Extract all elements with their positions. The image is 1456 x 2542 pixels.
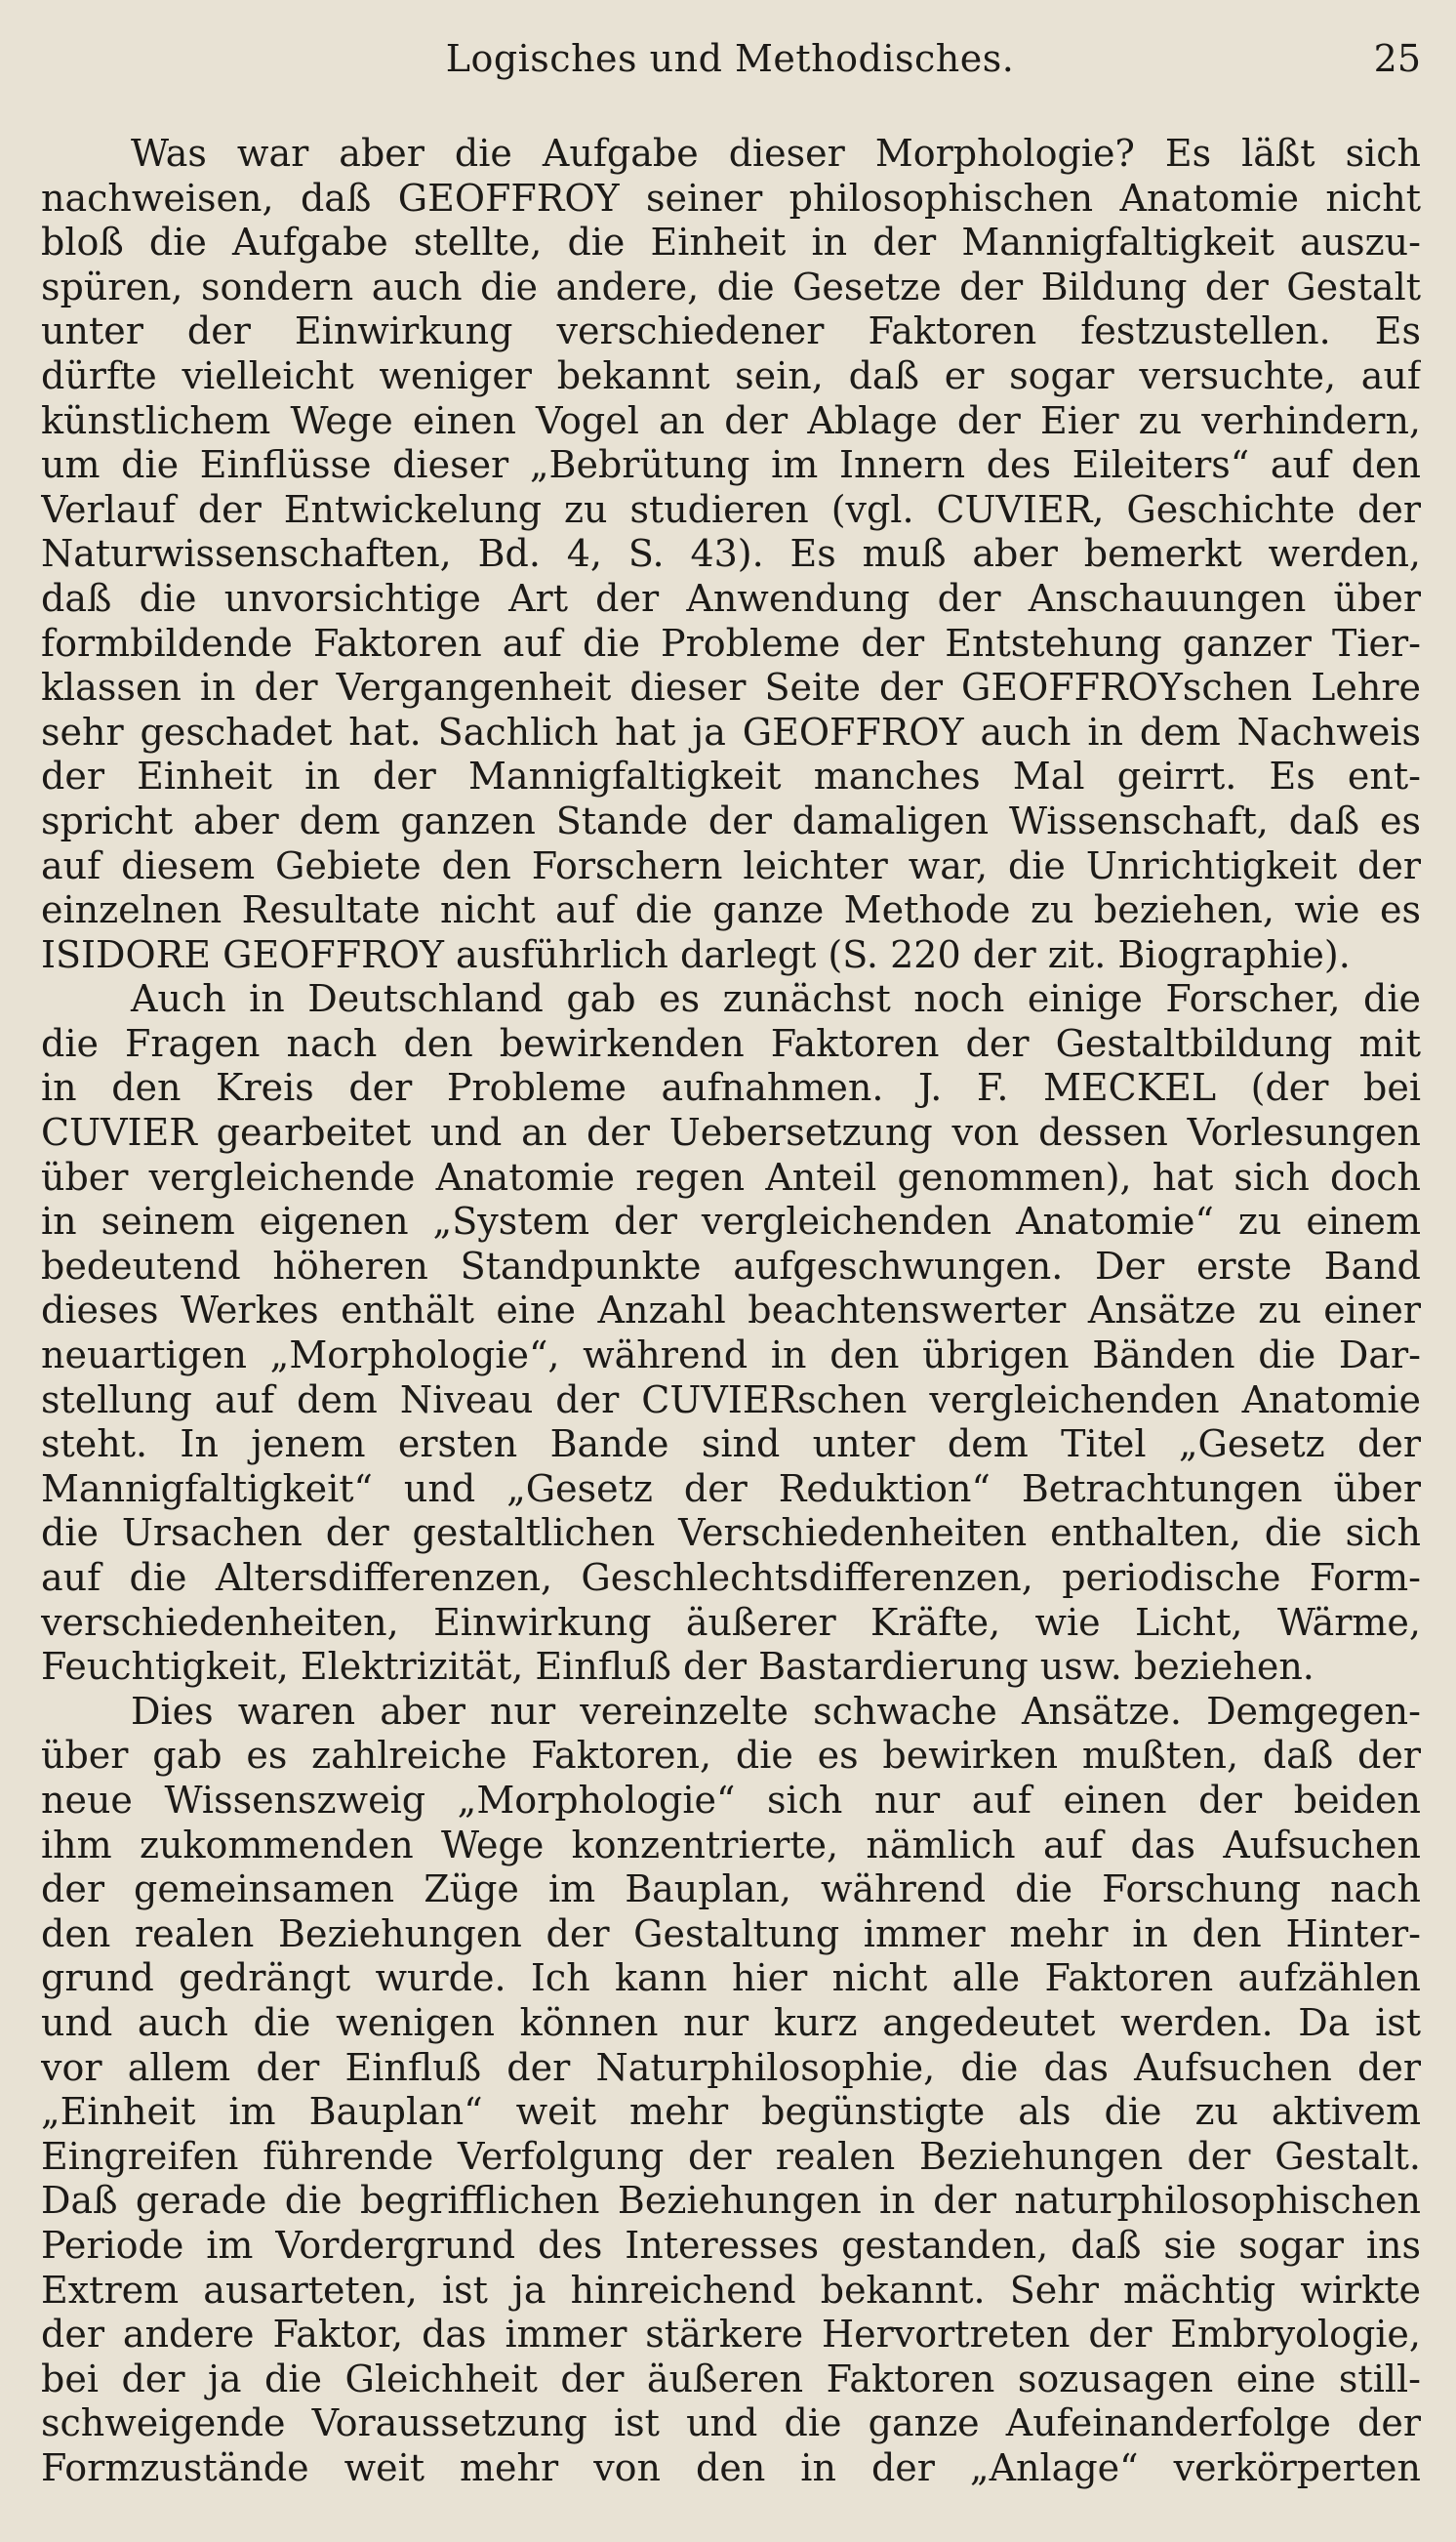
text-line: dieses Werkes enthält eine Anzahl beachtenswerter Ansätze zu einer bbox=[41, 1289, 1421, 1332]
text-line: ISIDORE GEOFFROY ausführlich darlegt (S. 220 der zit. Biographie). bbox=[41, 932, 1351, 976]
text-line: sehr geschadet hat. Sachlich hat ja GEOFFROY auch in dem Nachweis bbox=[41, 710, 1421, 754]
text-line: stellung auf dem Niveau der CUVIERschen vergleichenden Anatomie bbox=[41, 1377, 1421, 1421]
text-line: unter der Einwirkung verschiedener Faktoren festzustellen. Es bbox=[41, 309, 1421, 353]
text-line: klassen in der Vergangenheit dieser Seite der GEOFFROYschen Lehre bbox=[41, 666, 1421, 710]
text-line: daß die unvorsichtige Art der Anwendung der Anschauungen über bbox=[41, 576, 1421, 620]
text-line: schweigende Voraussetzung ist und die ganze Aufeinanderfolge der bbox=[41, 2401, 1421, 2445]
text-line: verschiedenheiten, Einwirkung äußerer Kräfte, wie Licht, Wärme, bbox=[41, 1600, 1421, 1644]
text-line: Daß gerade die begrifflichen Beziehungen in der naturphilosophischen bbox=[41, 2179, 1421, 2223]
text-line: Formzustände weit mehr von den in der „Anlage“ verkörperten bbox=[41, 2445, 1421, 2489]
text-line: vor allem der Einfluß der Naturphilosophie, die das Aufsuchen der bbox=[41, 2045, 1421, 2089]
text-line: Feuchtigkeit, Elektrizität, Einfluß der Bastardierung usw. beziehen. bbox=[41, 1645, 1314, 1689]
text-line: einzelnen Resultate nicht auf die ganze Methode zu beziehen, wie es bbox=[41, 888, 1421, 932]
page-number: 25 bbox=[1373, 37, 1421, 80]
text-line: auf die Altersdifferenzen, Geschlechtsdifferenzen, periodische Form- bbox=[41, 1556, 1421, 1599]
text-line: auf diesem Gebiete den Forschern leichter war, die Unrichtigkeit der bbox=[41, 843, 1421, 887]
running-title: Logisches und Methodisches. bbox=[445, 37, 1015, 80]
paragraph-1 bbox=[41, 132, 1421, 977]
text-line: neue Wissenszweig „Morphologie“ sich nur auf einen der beiden bbox=[41, 1778, 1421, 1822]
text-line: in seinem eigenen „System der vergleichenden Anatomie“ zu einem bbox=[41, 1200, 1421, 1244]
text-line: Verlauf der Entwickelung zu studieren (vgl. CUVIER, Geschichte der bbox=[41, 487, 1421, 531]
text-line: Naturwissenschaften, Bd. 4, S. 43). Es muß aber bemerkt werden, bbox=[41, 532, 1421, 576]
running-head bbox=[39, 29, 1421, 88]
text-line: der gemeinsamen Züge im Bauplan, während die Forschung nach bbox=[41, 1867, 1421, 1911]
text-line: um die Einflüsse dieser „Bebrütung im Innern des Eileiters“ auf den bbox=[41, 443, 1421, 487]
text-line: Extrem ausarteten, ist ja hinreichend bekannt. Sehr mächtig wirkte bbox=[41, 2268, 1421, 2312]
text-line: der Einheit in der Mannigfaltigkeit manches Mal geirrt. Es ent- bbox=[41, 755, 1421, 799]
text-line: den realen Beziehungen der Gestaltung immer mehr in den Hinter- bbox=[41, 1911, 1421, 1955]
text-line: Mannigfaltigkeit“ und „Gesetz der Reduktion“ Betrachtungen über bbox=[41, 1466, 1421, 1510]
text-line: bedeutend höheren Standpunkte aufgeschwungen. Der erste Band bbox=[41, 1244, 1421, 1288]
text-line: über vergleichende Anatomie regen Anteil genommen), hat sich doch bbox=[41, 1155, 1421, 1199]
text-line: grund gedrängt wurde. Ich kann hier nicht alle Faktoren aufzählen bbox=[41, 1956, 1421, 2000]
text-line: ihm zukommenden Wege konzentrierte, nämlich auf das Aufsuchen bbox=[41, 1823, 1421, 1866]
body-text bbox=[41, 132, 1421, 2490]
paragraph-3 bbox=[41, 1690, 1421, 2491]
text-line: künstlichem Wege einen Vogel an der Ablage der Eier zu verhindern, bbox=[41, 398, 1421, 442]
paragraph-2 bbox=[41, 977, 1421, 1690]
text-line: die Fragen nach den bewirkenden Faktoren der Gestaltbildung mit bbox=[41, 1021, 1421, 1065]
text-line: bloß die Aufgabe stellte, die Einheit in der Mannigfaltigkeit auszu- bbox=[41, 221, 1421, 265]
text-line: CUVIER gearbeitet und an der Uebersetzung von dessen Vorlesungen bbox=[41, 1111, 1421, 1155]
text-line: Periode im Vordergrund des Interesses gestanden, daß sie sogar ins bbox=[41, 2223, 1421, 2267]
text-line: spüren, sondern auch die andere, die Gesetze der Bildung der Gestalt bbox=[41, 265, 1421, 308]
text-line: nachweisen, daß GEOFFROY seiner philosophischen Anatomie nicht bbox=[41, 176, 1421, 220]
text-line: formbildende Faktoren auf die Probleme der Entstehung ganzer Tier- bbox=[41, 621, 1421, 665]
text-line: bei der ja die Gleichheit der äußeren Faktoren sozusagen eine still- bbox=[41, 2357, 1421, 2400]
text-line: steht. In jenem ersten Bande sind unter dem Titel „Gesetz der bbox=[41, 1422, 1421, 1466]
text-line: spricht aber dem ganzen Stande der damaligen Wissenschaft, daß es bbox=[41, 799, 1421, 842]
text-line: „Einheit im Bauplan“ weit mehr begünstigte als die zu aktivem bbox=[41, 2090, 1421, 2134]
text-line: Was war aber die Aufgabe dieser Morphologie? Es läßt sich bbox=[131, 132, 1421, 175]
text-line: die Ursachen der gestaltlichen Verschiedenheiten enthalten, die sich bbox=[41, 1511, 1421, 1555]
text-line: und auch die wenigen können nur kurz angedeutet werden. Da ist bbox=[41, 2000, 1421, 2044]
text-line: Dies waren aber nur vereinzelte schwache Ansätze. Demgegen- bbox=[131, 1689, 1421, 1733]
text-line: Eingreifen führende Verfolgung der realen Beziehungen der Gestalt. bbox=[41, 2134, 1421, 2178]
text-line: neuartigen „Morphologie“, während in den übrigen Bänden die Dar- bbox=[41, 1333, 1421, 1377]
text-line: der andere Faktor, das immer stärkere Hervortreten der Embryologie, bbox=[41, 2313, 1421, 2357]
text-line: Auch in Deutschland gab es zunächst noch einige Forscher, die bbox=[131, 977, 1421, 1021]
text-line: dürfte vielleicht weniger bekannt sein, daß er sogar versuchte, auf bbox=[41, 353, 1421, 397]
text-line: über gab es zahlreiche Faktoren, die es bewirken mußten, daß der bbox=[41, 1734, 1421, 1778]
text-line: in den Kreis der Probleme aufnahmen. J. F. MECKEL (der bei bbox=[41, 1066, 1421, 1110]
